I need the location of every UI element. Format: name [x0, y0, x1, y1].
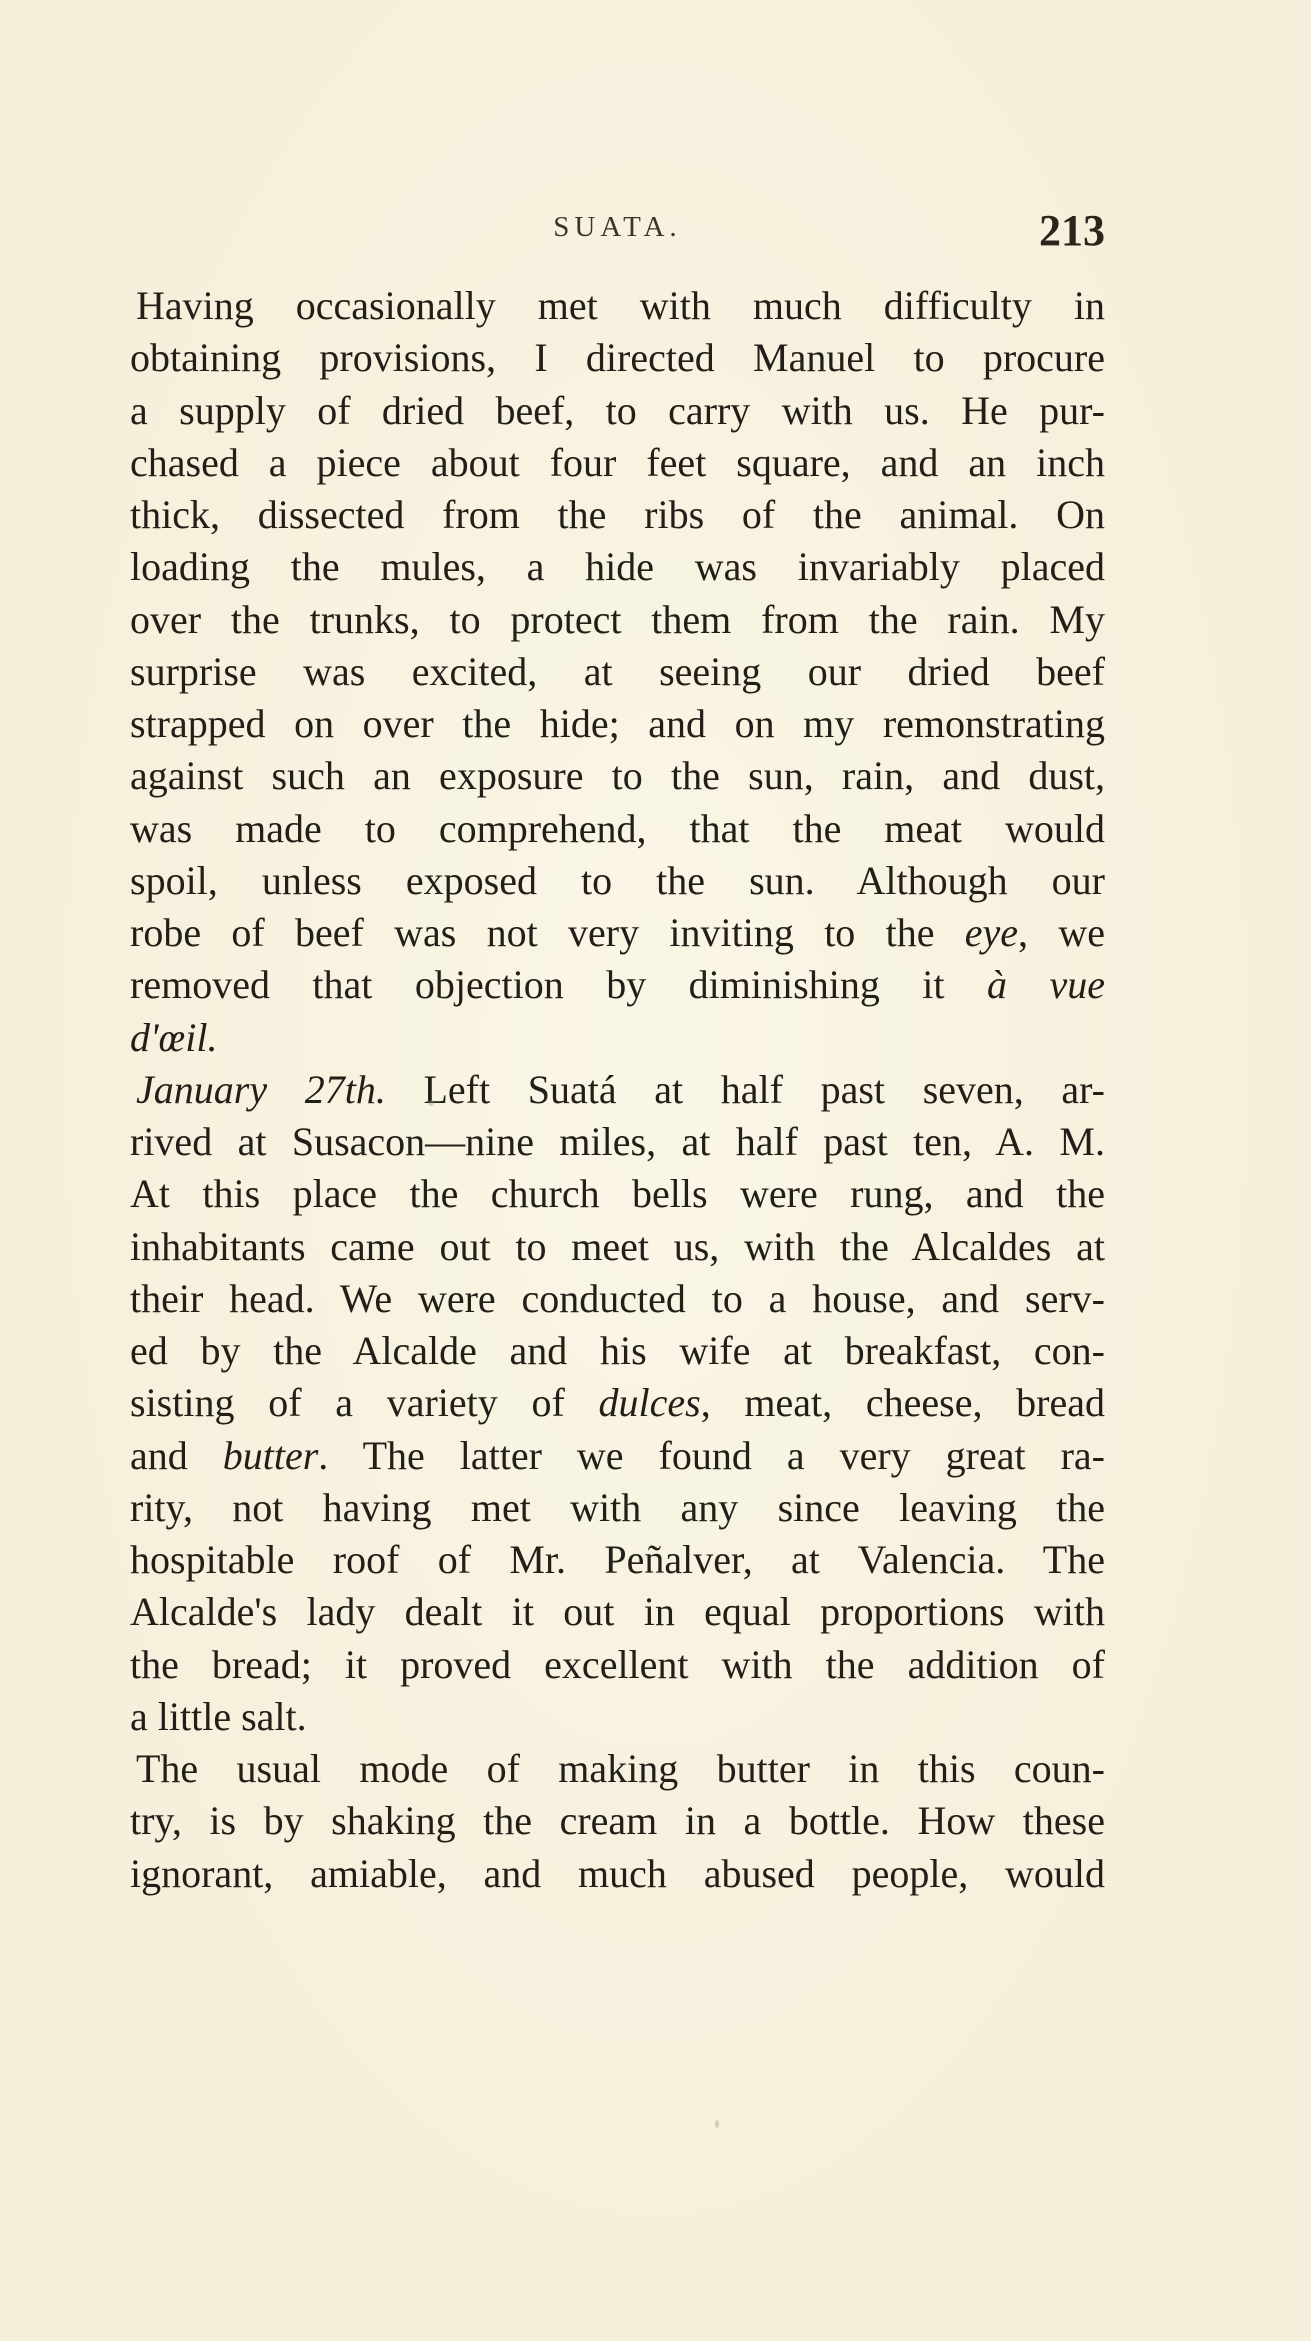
- italic-text: January 27th.: [136, 1066, 386, 1112]
- text-line: [130, 1848, 1105, 1900]
- text-line: [130, 541, 1105, 593]
- text-line: [130, 332, 1105, 384]
- italic-text: à vue: [987, 962, 1105, 1008]
- text-line: [130, 594, 1105, 646]
- text-line: [130, 803, 1105, 855]
- paper-speck: [428, 1100, 434, 1106]
- text-line: [130, 959, 1105, 1011]
- text-run: robe of beef was not very inviting to the: [130, 910, 965, 955]
- text-line: [130, 1743, 1105, 1795]
- text-line: [130, 855, 1105, 907]
- text-run: . The latter we found a very great ra-: [318, 1432, 1105, 1478]
- text-line: [130, 1012, 1105, 1064]
- text-run: , meat, cheese, bread: [700, 1380, 1105, 1426]
- text-run: hospitable roof of Mr. Peñalver, at Valencia. The: [130, 1537, 1105, 1582]
- text-run: spoil, unless exposed to the sun. Although our: [130, 857, 1105, 903]
- text-line: [130, 1691, 1105, 1743]
- text-line: [130, 385, 1105, 437]
- text-run: against such an exposure to the sun, rain, and dust,: [130, 753, 1105, 799]
- text-line: [130, 1168, 1105, 1220]
- text-line: [130, 1273, 1105, 1325]
- text-run: loading the mules, a hide was invariably placed: [130, 544, 1105, 590]
- body-text: [130, 280, 1105, 1900]
- text-line: [130, 1482, 1105, 1534]
- italic-text: butter: [222, 1432, 319, 1478]
- text-run: thick, dissected from the ribs of the animal. On: [130, 492, 1105, 537]
- page-header: [130, 205, 1105, 255]
- page-number: 213: [1039, 206, 1105, 255]
- text-run: surprise was excited, at seeing our dried beef: [130, 648, 1105, 694]
- italic-text: d'œil.: [130, 1014, 218, 1060]
- text-run: their head. We were conducted to a house, and serv-: [130, 1275, 1105, 1321]
- text-run: rity, not having met with any since leaving the: [130, 1484, 1105, 1530]
- text-run: , we: [1018, 910, 1105, 955]
- text-line: [130, 698, 1105, 750]
- text-run: a little salt.: [130, 1693, 307, 1739]
- text-run: try, is by shaking the cream in a bottle. How these: [130, 1798, 1105, 1844]
- text-run: sisting of a variety of: [130, 1380, 599, 1426]
- text-run: rived at Susacon—nine miles, at half past ten, A. M.: [130, 1119, 1105, 1164]
- text-line: [130, 907, 1105, 959]
- text-line: [130, 1586, 1105, 1638]
- text-run: inhabitants came out to meet us, with the Alcaldes at: [130, 1223, 1105, 1269]
- text-run: and: [130, 1432, 223, 1478]
- text-run: At this place the church bells were rung, and the: [130, 1171, 1105, 1217]
- text-line: [130, 1221, 1105, 1273]
- text-run: ed by the Alcalde and his wife at breakfast, con-: [130, 1328, 1105, 1373]
- text-line: [130, 1534, 1105, 1586]
- text-line: [130, 1795, 1105, 1847]
- text-line: [130, 1325, 1105, 1377]
- text-run: chased a piece about four feet square, and an inch: [130, 439, 1105, 485]
- text-line: [130, 1377, 1105, 1429]
- text-line: [130, 1064, 1105, 1116]
- text-run: Alcalde's lady dealt it out in equal proportions with: [130, 1589, 1105, 1635]
- italic-text: eye: [964, 910, 1019, 955]
- text-line: [130, 750, 1105, 802]
- text-line: [130, 1639, 1105, 1691]
- text-run: Having occasionally met with much difficulty in: [136, 283, 1105, 328]
- text-run: a supply of dried beef, to carry with us. He pur-: [130, 387, 1105, 433]
- text-line: [130, 646, 1105, 698]
- text-line: [130, 437, 1105, 489]
- text-run: removed that objection by diminishing it: [130, 962, 987, 1008]
- text-run: The usual mode of making butter in this coun-: [136, 1746, 1105, 1791]
- running-head: SUATA.: [553, 211, 682, 243]
- text-line: [130, 489, 1105, 541]
- paper-speck: [715, 2120, 719, 2128]
- text-line: [130, 1430, 1105, 1482]
- text-run: was made to comprehend, that the meat would: [130, 805, 1105, 851]
- text-run: strapped on over the hide; and on my remonstrating: [130, 701, 1105, 746]
- text-line: [130, 280, 1105, 332]
- text-run: obtaining provisions, I directed Manuel to procure: [130, 335, 1105, 381]
- text-run: over the trunks, to protect them from the rain. My: [130, 596, 1105, 642]
- text-run: ignorant, amiable, and much abused people, would: [130, 1850, 1105, 1896]
- text-run: Left Suatá at half past seven, ar-: [385, 1066, 1105, 1112]
- italic-text: dulces: [598, 1380, 701, 1426]
- text-line: [130, 1116, 1105, 1168]
- text-run: the bread; it proved excellent with the addition of: [130, 1641, 1105, 1687]
